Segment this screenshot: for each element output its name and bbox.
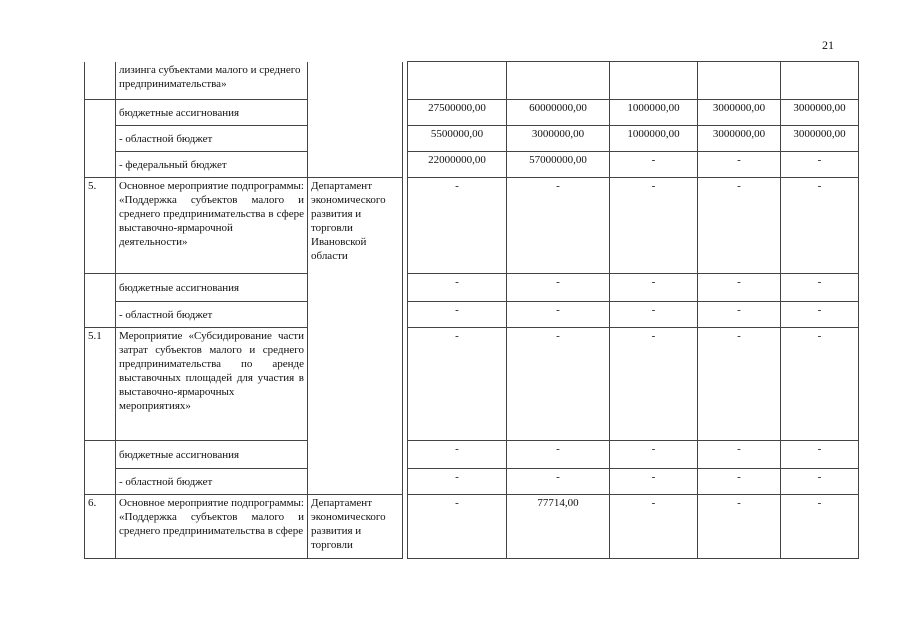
value-cell: 3000000,00 (698, 126, 781, 152)
value-cell: 60000000,00 (507, 100, 610, 126)
row-name: бюджетные ассигнования (116, 100, 308, 126)
value-cell: - (507, 302, 610, 328)
row-number: 5.1 (85, 328, 116, 441)
value-cell: - (781, 152, 859, 178)
value-cell: - (507, 441, 610, 469)
value-cell: 1000000,00 (610, 100, 698, 126)
value-cell: - (408, 302, 507, 328)
value-cell: 57000000,00 (507, 152, 610, 178)
value-cell: - (698, 328, 781, 441)
value-cell: - (408, 495, 507, 559)
value-cell: 3000000,00 (781, 100, 859, 126)
table-row (85, 100, 859, 126)
row-name: - областной бюджет (116, 302, 308, 328)
table-row (85, 328, 859, 441)
value-cell: - (698, 274, 781, 302)
value-cell: - (408, 469, 507, 495)
row-name: Основное мероприятие подпрограммы: «Поддержка субъектов малого и среднего предпринимательства в сфере (116, 495, 308, 559)
row-name: Мероприятие «Субсидирование части затрат субъектов малого и среднего предпринимательства по аренде выставочных площадей для участия в выставочно-ярмарочных мероприятиях» (116, 328, 308, 441)
value-cell: - (781, 441, 859, 469)
value-cell: 3000000,00 (698, 100, 781, 126)
value-cell: - (781, 178, 859, 274)
value-cell: - (610, 441, 698, 469)
value-cell: 5500000,00 (408, 126, 507, 152)
value-cell: - (507, 328, 610, 441)
value-cell: - (610, 469, 698, 495)
executor: Департамент экономического развития и торговли (308, 495, 403, 559)
value-cell: 3000000,00 (781, 126, 859, 152)
value-cell: - (610, 328, 698, 441)
table-row (85, 274, 859, 302)
value-cell: - (408, 274, 507, 302)
row-name: - областной бюджет (116, 469, 308, 495)
value-cell: 1000000,00 (610, 126, 698, 152)
value-cell: - (507, 469, 610, 495)
value-cell: 22000000,00 (408, 152, 507, 178)
row-name: лизинга субъектами малого и среднего предпринимательства» (119, 63, 301, 90)
row-name: бюджетные ассигнования (116, 441, 308, 469)
table-row (85, 302, 859, 328)
value-cell: - (507, 178, 610, 274)
value-cell: - (610, 152, 698, 178)
page-number: 21 (822, 38, 834, 52)
value-cell: - (781, 495, 859, 559)
value-cell: 3000000,00 (507, 126, 610, 152)
value-cell: - (781, 274, 859, 302)
row-number: 6. (85, 495, 116, 559)
value-cell: - (698, 302, 781, 328)
table-row (85, 441, 859, 469)
table-row (85, 495, 859, 559)
value-cell: - (698, 441, 781, 469)
value-cell: - (408, 441, 507, 469)
value-cell: - (781, 302, 859, 328)
executor: Департамент экономического развития и торговли Ивановской области (308, 178, 403, 274)
value-cell: - (408, 178, 507, 274)
row-name: Основное мероприятие подпрограммы: «Поддержка субъектов малого и среднего предпринимательства в сфере выставочно-ярмарочной деятельности» (116, 178, 308, 274)
value-cell: - (698, 178, 781, 274)
budget-table (84, 61, 859, 559)
value-cell: - (610, 178, 698, 274)
value-cell: 77714,00 (507, 495, 610, 559)
value-cell: - (507, 274, 610, 302)
value-cell: - (698, 469, 781, 495)
table-row (85, 62, 859, 100)
value-cell: 27500000,00 (408, 100, 507, 126)
row-number: 5. (85, 178, 116, 274)
value-cell: - (610, 495, 698, 559)
value-cell: - (698, 152, 781, 178)
row-name: бюджетные ассигнования (116, 274, 308, 302)
value-cell: - (781, 469, 859, 495)
table-row (85, 178, 859, 274)
value-cell: - (610, 302, 698, 328)
value-cell: - (408, 328, 507, 441)
value-cell: - (698, 495, 781, 559)
table-row (85, 126, 859, 152)
row-name: - федеральный бюджет (116, 152, 308, 178)
table-row (85, 469, 859, 495)
value-cell: - (610, 274, 698, 302)
table-row (85, 152, 859, 178)
row-name: - областной бюджет (116, 126, 308, 152)
value-cell: - (781, 328, 859, 441)
